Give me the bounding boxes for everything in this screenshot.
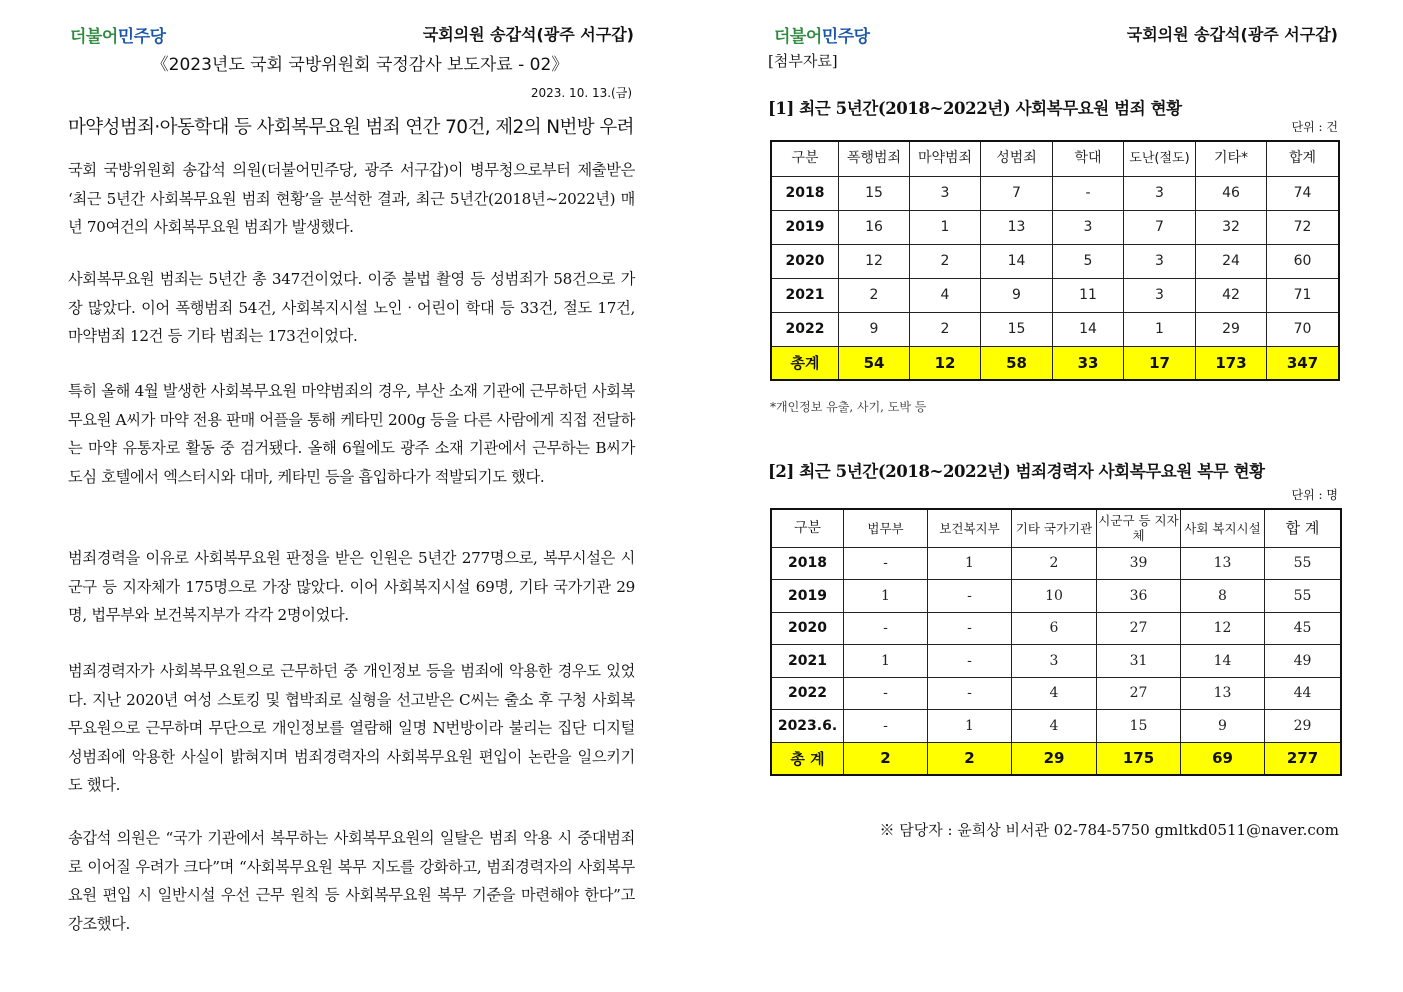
document-date: 2023. 10. 13.(금) xyxy=(530,86,632,100)
table-cell: 71 xyxy=(1267,278,1340,312)
party-logo: 더불어민주당 xyxy=(70,27,166,47)
body-paragraph: 송갑석 의원은 “국가 기관에서 복무하는 사회복무요원의 일탈은 범죄 악용 시 중대범죄로 이어질 우려가 크다”며 “사회복무요원 복무 지도를 강화하고, 범죄경력자의 사회복무요원 편입 시 일반시설 우선 근무 원칙 등 사회복무요원 복무 기준을 마련해야 한다”고 강조했다. xyxy=(68,829,635,933)
table-cell: 8 xyxy=(1181,580,1265,613)
crime-statistics-table xyxy=(770,140,1340,381)
attachment-page xyxy=(702,0,1403,992)
table-cell: 45 xyxy=(1265,612,1342,645)
column-header: 마약범죄 xyxy=(910,141,981,176)
table-cell: 36 xyxy=(1097,580,1181,613)
table-total-row xyxy=(771,742,1341,775)
table-cell: 69 xyxy=(1181,742,1265,775)
table-cell: - xyxy=(844,612,928,645)
table-cell: 70 xyxy=(1267,312,1340,346)
table-row xyxy=(771,547,1341,580)
table-cell: 2020 xyxy=(771,612,844,645)
table-cell: 12 xyxy=(839,244,910,278)
contact-info: ※ 담당자 : 윤희상 비서관 02-784-5750 gmltkd0511@naver.com xyxy=(879,821,1339,839)
table-cell: 55 xyxy=(1265,580,1342,613)
table-cell: 1 xyxy=(1124,312,1196,346)
table-header-row xyxy=(771,509,1341,547)
table-cell: 27 xyxy=(1097,677,1181,710)
body-paragraph: 사회복무요원 범죄는 5년간 총 347건이었다. 이중 불법 촬영 등 성범죄가 58건으로 가장 많았다. 이어 폭행범죄 54건, 사회복지시설 노인‧어린이 학대 등 33건, 절도 17건, 마약범죄 12건 등 기타 범죄는 173건이었다. xyxy=(68,270,635,345)
table-cell: 3 xyxy=(1124,278,1196,312)
column-header: 폭행범죄 xyxy=(839,141,910,176)
table-cell: 74 xyxy=(1267,176,1340,210)
table-cell: 33 xyxy=(1053,346,1124,380)
table-cell: 4 xyxy=(910,278,981,312)
table-cell: 54 xyxy=(839,346,910,380)
table-cell: 6 xyxy=(1012,612,1097,645)
table-cell: 2022 xyxy=(771,312,839,346)
table-cell: 42 xyxy=(1196,278,1267,312)
table-header-row xyxy=(771,141,1339,176)
table-cell: 3 xyxy=(910,176,981,210)
table-cell: 1 xyxy=(844,645,928,678)
column-header: 시군구 등 지자체 xyxy=(1097,509,1181,547)
table-cell: 14 xyxy=(1181,645,1265,678)
body-paragraph: 특히 올해 4월 발생한 사회복무요원 마약범죄의 경우, 부산 소재 기관에 근무하던 사회복무요원 A씨가 마약 전용 판매 어플을 통해 케타민 200g 등을 다른 사람에게 직접 전달하는 마약 유통자로 활동 중 검거됐다. 올해 6월에도 광주 소재 기관에서 근무하는 B씨가 도심 호텔에서 엑스터시와 대마, 케타민 등을 흡입하다가 적발되기도 했다. xyxy=(68,382,635,486)
table-cell: 15 xyxy=(981,312,1053,346)
table-row xyxy=(771,710,1341,743)
table-cell: 277 xyxy=(1265,742,1342,775)
table-cell: 15 xyxy=(839,176,910,210)
press-release-page xyxy=(0,0,700,992)
table-row xyxy=(771,278,1339,312)
table2-title: [2] 최근 5년간(2018~2022년) 범죄경력자 사회복무요원 복무 현황 xyxy=(768,462,1265,481)
table-row xyxy=(771,210,1339,244)
table-cell: 29 xyxy=(1196,312,1267,346)
column-header: 구분 xyxy=(771,509,844,547)
table1-unit: 단위 : 건 xyxy=(1291,120,1338,134)
table-cell: 347 xyxy=(1267,346,1340,380)
table-cell: - xyxy=(928,612,1012,645)
table-cell: 2018 xyxy=(771,547,844,580)
table-cell: 7 xyxy=(1124,210,1196,244)
table-cell: 2019 xyxy=(771,580,844,613)
body-paragraph: 범죄경력자가 사회복무요원으로 근무하던 중 개인정보 등을 범죄에 악용한 경우도 있었다. 지난 2020년 여성 스토킹 및 협박죄로 실형을 선고받은 C씨는 출소 후 구청 사회복무요원으로 근무하며 무단으로 개인정보를 열람해 일명 N번방이라 불리는 집단 디지털 성범죄에 악용한 사실이 밝혀지며 범죄경력자의 사회복무요원 편입이 논란을 일으키기도 했다. xyxy=(68,662,635,794)
table-cell: - xyxy=(1053,176,1124,210)
table-cell: 2 xyxy=(910,244,981,278)
table-cell: 14 xyxy=(1053,312,1124,346)
table-total-row xyxy=(771,346,1339,380)
table-cell: - xyxy=(928,580,1012,613)
table-cell: 15 xyxy=(1097,710,1181,743)
table-cell: 총계 xyxy=(771,346,839,380)
table-cell: 58 xyxy=(981,346,1053,380)
table1-title: [1] 최근 5년간(2018~2022년) 사회복무요원 범죄 현황 xyxy=(768,99,1182,118)
table-cell: 14 xyxy=(981,244,1053,278)
table-cell: 12 xyxy=(1181,612,1265,645)
table-cell: 2021 xyxy=(771,278,839,312)
table-cell: 29 xyxy=(1012,742,1097,775)
table-cell: - xyxy=(844,677,928,710)
member-name: 국회의원 송갑석(광주 서구갑) xyxy=(422,25,634,44)
table-cell: 13 xyxy=(981,210,1053,244)
table-cell: 2023.6. xyxy=(771,710,844,743)
column-header: 기타* xyxy=(1196,141,1267,176)
table-cell: 2018 xyxy=(771,176,839,210)
table-cell: 55 xyxy=(1265,547,1342,580)
table-cell: 46 xyxy=(1196,176,1267,210)
table-cell: 39 xyxy=(1097,547,1181,580)
table-cell: 7 xyxy=(981,176,1053,210)
column-header: 도난(절도) xyxy=(1124,141,1196,176)
column-header: 법무부 xyxy=(844,509,928,547)
table-cell: - xyxy=(844,710,928,743)
table-cell: 49 xyxy=(1265,645,1342,678)
table-cell: 9 xyxy=(839,312,910,346)
table-cell: 9 xyxy=(1181,710,1265,743)
table-cell: 3 xyxy=(1124,176,1196,210)
table1-footnote: *개인정보 유출, 사기, 도박 등 xyxy=(770,400,927,414)
party-logo: 더불어민주당 xyxy=(774,27,870,47)
column-header: 합 계 xyxy=(1265,509,1342,547)
table-cell: 175 xyxy=(1097,742,1181,775)
table-row xyxy=(771,677,1341,710)
table-row xyxy=(771,312,1339,346)
table-cell: 총 계 xyxy=(771,742,844,775)
table-cell: 2 xyxy=(1012,547,1097,580)
table-cell: 2022 xyxy=(771,677,844,710)
table-cell: 32 xyxy=(1196,210,1267,244)
table-cell: 2020 xyxy=(771,244,839,278)
body-paragraph: 범죄경력을 이유로 사회복무요원 판정을 받은 인원은 5년간 277명으로, 복무시설은 시군구 등 지자체가 175명으로 가장 많았다. 이어 사회복지시설 69명, 기타 국가기관 29명, 법무부와 보건복지부가 각각 2명이었다. xyxy=(68,549,635,624)
table-cell: - xyxy=(928,645,1012,678)
table2-unit: 단위 : 명 xyxy=(1291,488,1338,502)
column-header: 구분 xyxy=(771,141,839,176)
table-cell: 13 xyxy=(1181,677,1265,710)
table-cell: 2 xyxy=(910,312,981,346)
table-cell: 44 xyxy=(1265,677,1342,710)
table-cell: 1 xyxy=(928,710,1012,743)
attachment-label: [첨부자료] xyxy=(768,52,838,70)
table-cell: 5 xyxy=(1053,244,1124,278)
table-row xyxy=(771,645,1341,678)
headline: 마약성범죄‧아동학대 등 사회복무요원 범죄 연간 70건, 제2의 N번방 우려 xyxy=(68,117,634,138)
table-cell: 3 xyxy=(1053,210,1124,244)
column-header: 사회 복지시설 xyxy=(1181,509,1265,547)
table-cell: 2 xyxy=(839,278,910,312)
member-name: 국회의원 송갑석(광주 서구갑) xyxy=(1126,25,1338,44)
table-cell: 4 xyxy=(1012,710,1097,743)
body-paragraph: 국회 국방위원회 송갑석 의원(더불어민주당, 광주 서구갑)이 병무청으로부터 제출받은 ‘최근 5년간 사회복무요원 범죄 현황’을 분석한 결과, 최근 5년간(2018년~2022년) 매년 70여건의 사회복무요원 범죄가 발생했다. xyxy=(68,161,635,236)
table-row xyxy=(771,612,1341,645)
table-cell: 27 xyxy=(1097,612,1181,645)
table-cell: 31 xyxy=(1097,645,1181,678)
column-header: 학대 xyxy=(1053,141,1124,176)
table-cell: 29 xyxy=(1265,710,1342,743)
table-cell: 16 xyxy=(839,210,910,244)
column-header: 합계 xyxy=(1267,141,1340,176)
table-cell: 4 xyxy=(1012,677,1097,710)
table-cell: 2021 xyxy=(771,645,844,678)
table-cell: - xyxy=(928,677,1012,710)
column-header: 기타 국가기관 xyxy=(1012,509,1097,547)
table-cell: 13 xyxy=(1181,547,1265,580)
table-cell: 24 xyxy=(1196,244,1267,278)
table-row xyxy=(771,244,1339,278)
table-row xyxy=(771,580,1341,613)
table-cell: 17 xyxy=(1124,346,1196,380)
offender-service-table xyxy=(770,508,1342,776)
table-cell: 2 xyxy=(844,742,928,775)
table-cell: 2 xyxy=(928,742,1012,775)
table-cell: 1 xyxy=(844,580,928,613)
table-cell: 1 xyxy=(910,210,981,244)
table-cell: 9 xyxy=(981,278,1053,312)
table-cell: 72 xyxy=(1267,210,1340,244)
column-header: 보건복지부 xyxy=(928,509,1012,547)
table-cell: 3 xyxy=(1012,645,1097,678)
table-cell: - xyxy=(844,547,928,580)
column-header: 성범죄 xyxy=(981,141,1053,176)
table-cell: 10 xyxy=(1012,580,1097,613)
table-cell: 3 xyxy=(1124,244,1196,278)
document-title: 《2023년도 국회 국방위원회 국정감사 보도자료 - 02》 xyxy=(151,55,569,75)
table-cell: 173 xyxy=(1196,346,1267,380)
table-row xyxy=(771,176,1339,210)
table-cell: 1 xyxy=(928,547,1012,580)
table-cell: 12 xyxy=(910,346,981,380)
table-cell: 60 xyxy=(1267,244,1340,278)
table-cell: 2019 xyxy=(771,210,839,244)
table-cell: 11 xyxy=(1053,278,1124,312)
